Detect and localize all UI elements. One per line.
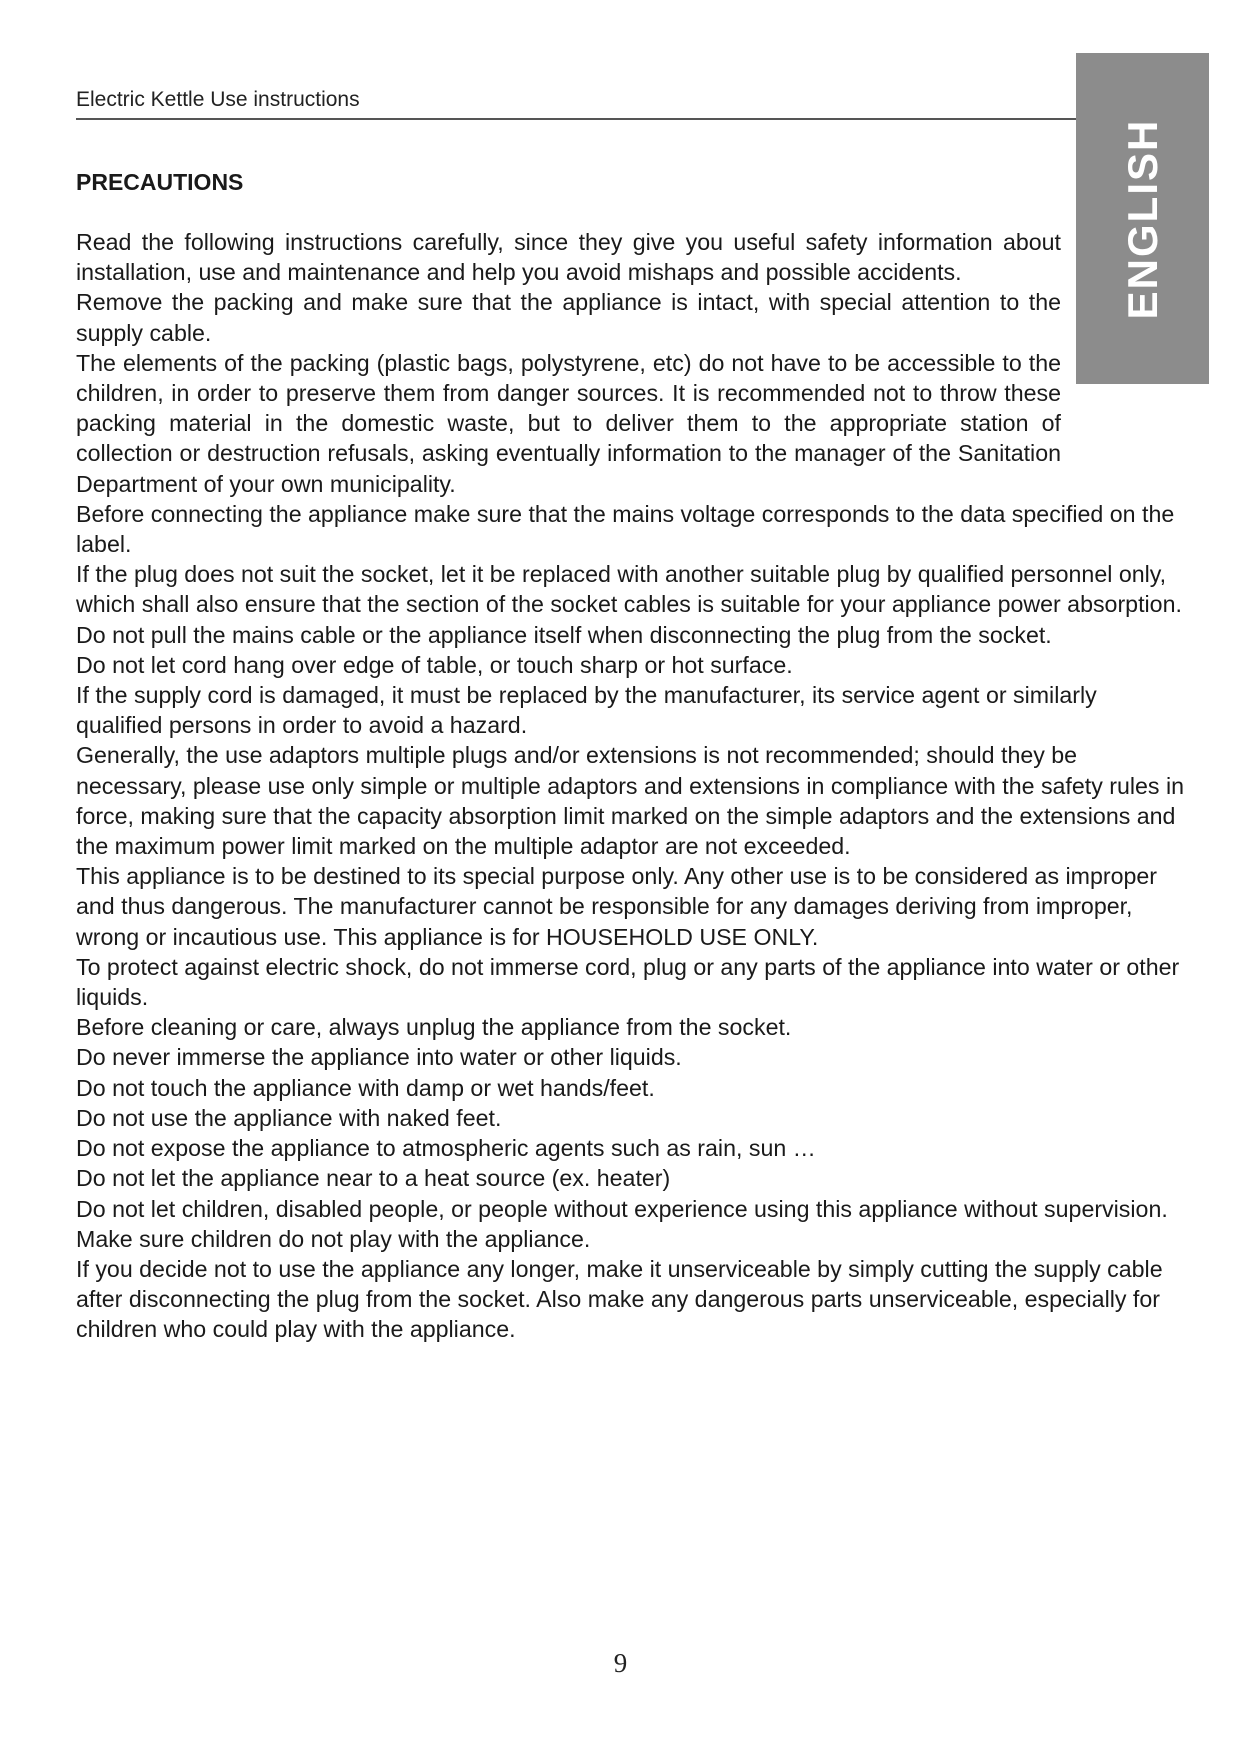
paragraph-heat-source: Do not let the appliance near to a heat source (ex. heater): [76, 1165, 671, 1192]
paragraph-plug-replacement: If the plug does not suit the socket, let it be replaced with another suitable plug by qualified personnel only, which shall also ensure that the section of the socket cables is suitable for your appliance power absorption.: [76, 561, 1182, 618]
paragraph-adaptors: Generally, the use adaptors multiple plugs and/or extensions is not recommended; should they be necessary, please use only simple or multiple adaptors and extensions in compliance with the safety rules in force, making sure that the capacity absorption limit marked on the simple adaptors and the extensions and the maximum power limit marked on the multiple adaptor are not exceeded.: [76, 742, 1184, 860]
header-divider: [76, 118, 1076, 120]
paragraph-electric-shock: To protect against electric shock, do not immerse cord, plug or any parts of the appliance into water or other liquids.: [76, 953, 1180, 1011]
paragraph-mains-voltage: Before connecting the appliance make sure that the mains voltage corresponds to the data specified on the label.: [76, 500, 1175, 558]
paragraph-damaged-cord: If the supply cord is damaged, it must be replaced by the manufacturer, its service agent or similarly qualified persons in order to avoid a hazard.: [76, 682, 1097, 739]
paragraph-packing-elements: The elements of the packing (plastic bags, polystyrene, etc) do not have to be accessible to the children, in order to preserve them from danger sources. It is recommended not to throw these packing material in the domestic waste, but to deliver them to the appropriate station of collection or destruction refusals, asking eventually information to the manager of the Sanitation Department of your own municipality.: [76, 349, 1061, 497]
section-heading: PRECAUTIONS: [76, 169, 244, 195]
paragraph-supervision: Do not let children, disabled people, or people without experience using this appliance without supervision.: [76, 1195, 1168, 1222]
page-number: 9: [613, 1648, 628, 1678]
paragraph-naked-feet: Do not use the appliance with naked feet.: [76, 1104, 502, 1131]
paragraph-atmospheric-agents: Do not expose the appliance to atmospheric agents such as rain, sun …: [76, 1135, 816, 1162]
paragraph-cord-hang: Do not let cord hang over edge of table, or touch sharp or hot surface.: [76, 651, 793, 678]
paragraph-never-immerse: Do never immerse the appliance into water or other liquids.: [76, 1044, 682, 1071]
paragraph-remove-packing: Remove the packing and make sure that the appliance is intact, with special attention to the supply cable.: [76, 289, 1061, 346]
document-header-title: Electric Kettle Use instructions: [76, 88, 360, 111]
paragraph-unplug-before-cleaning: Before cleaning or care, always unplug the appliance from the socket.: [76, 1014, 792, 1041]
paragraph-pull-cable: Do not pull the mains cable or the appliance itself when disconnecting the plug from the socket.: [76, 621, 1052, 648]
paragraph-special-purpose: This appliance is to be destined to its special purpose only. Any other use is to be considered as improper and thus dangerous. The manufacturer cannot be responsible for any damages deriving from improper, wrong or incautious use. This appliance is for HOUSEHOLD USE ONLY.: [76, 863, 1157, 950]
paragraph-read-instructions: Read the following instructions carefully, since they give you useful safety information about installation, use and maintenance and help you avoid mishaps and possible accidents.: [76, 229, 1061, 286]
paragraph-children-play: Make sure children do not play with the appliance.: [76, 1225, 591, 1252]
language-tab-label: ENGLISH: [1118, 118, 1166, 319]
paragraph-wet-hands: Do not touch the appliance with damp or wet hands/feet.: [76, 1074, 655, 1101]
precautions-body: [76, 227, 1188, 1345]
paragraph-unserviceable: If you decide not to use the appliance any longer, make it unserviceable by simply cutting the supply cable after disconnecting the plug from the socket. Also make any dangerous parts unserviceable, especially for children who could play with the appliance.: [76, 1255, 1163, 1343]
